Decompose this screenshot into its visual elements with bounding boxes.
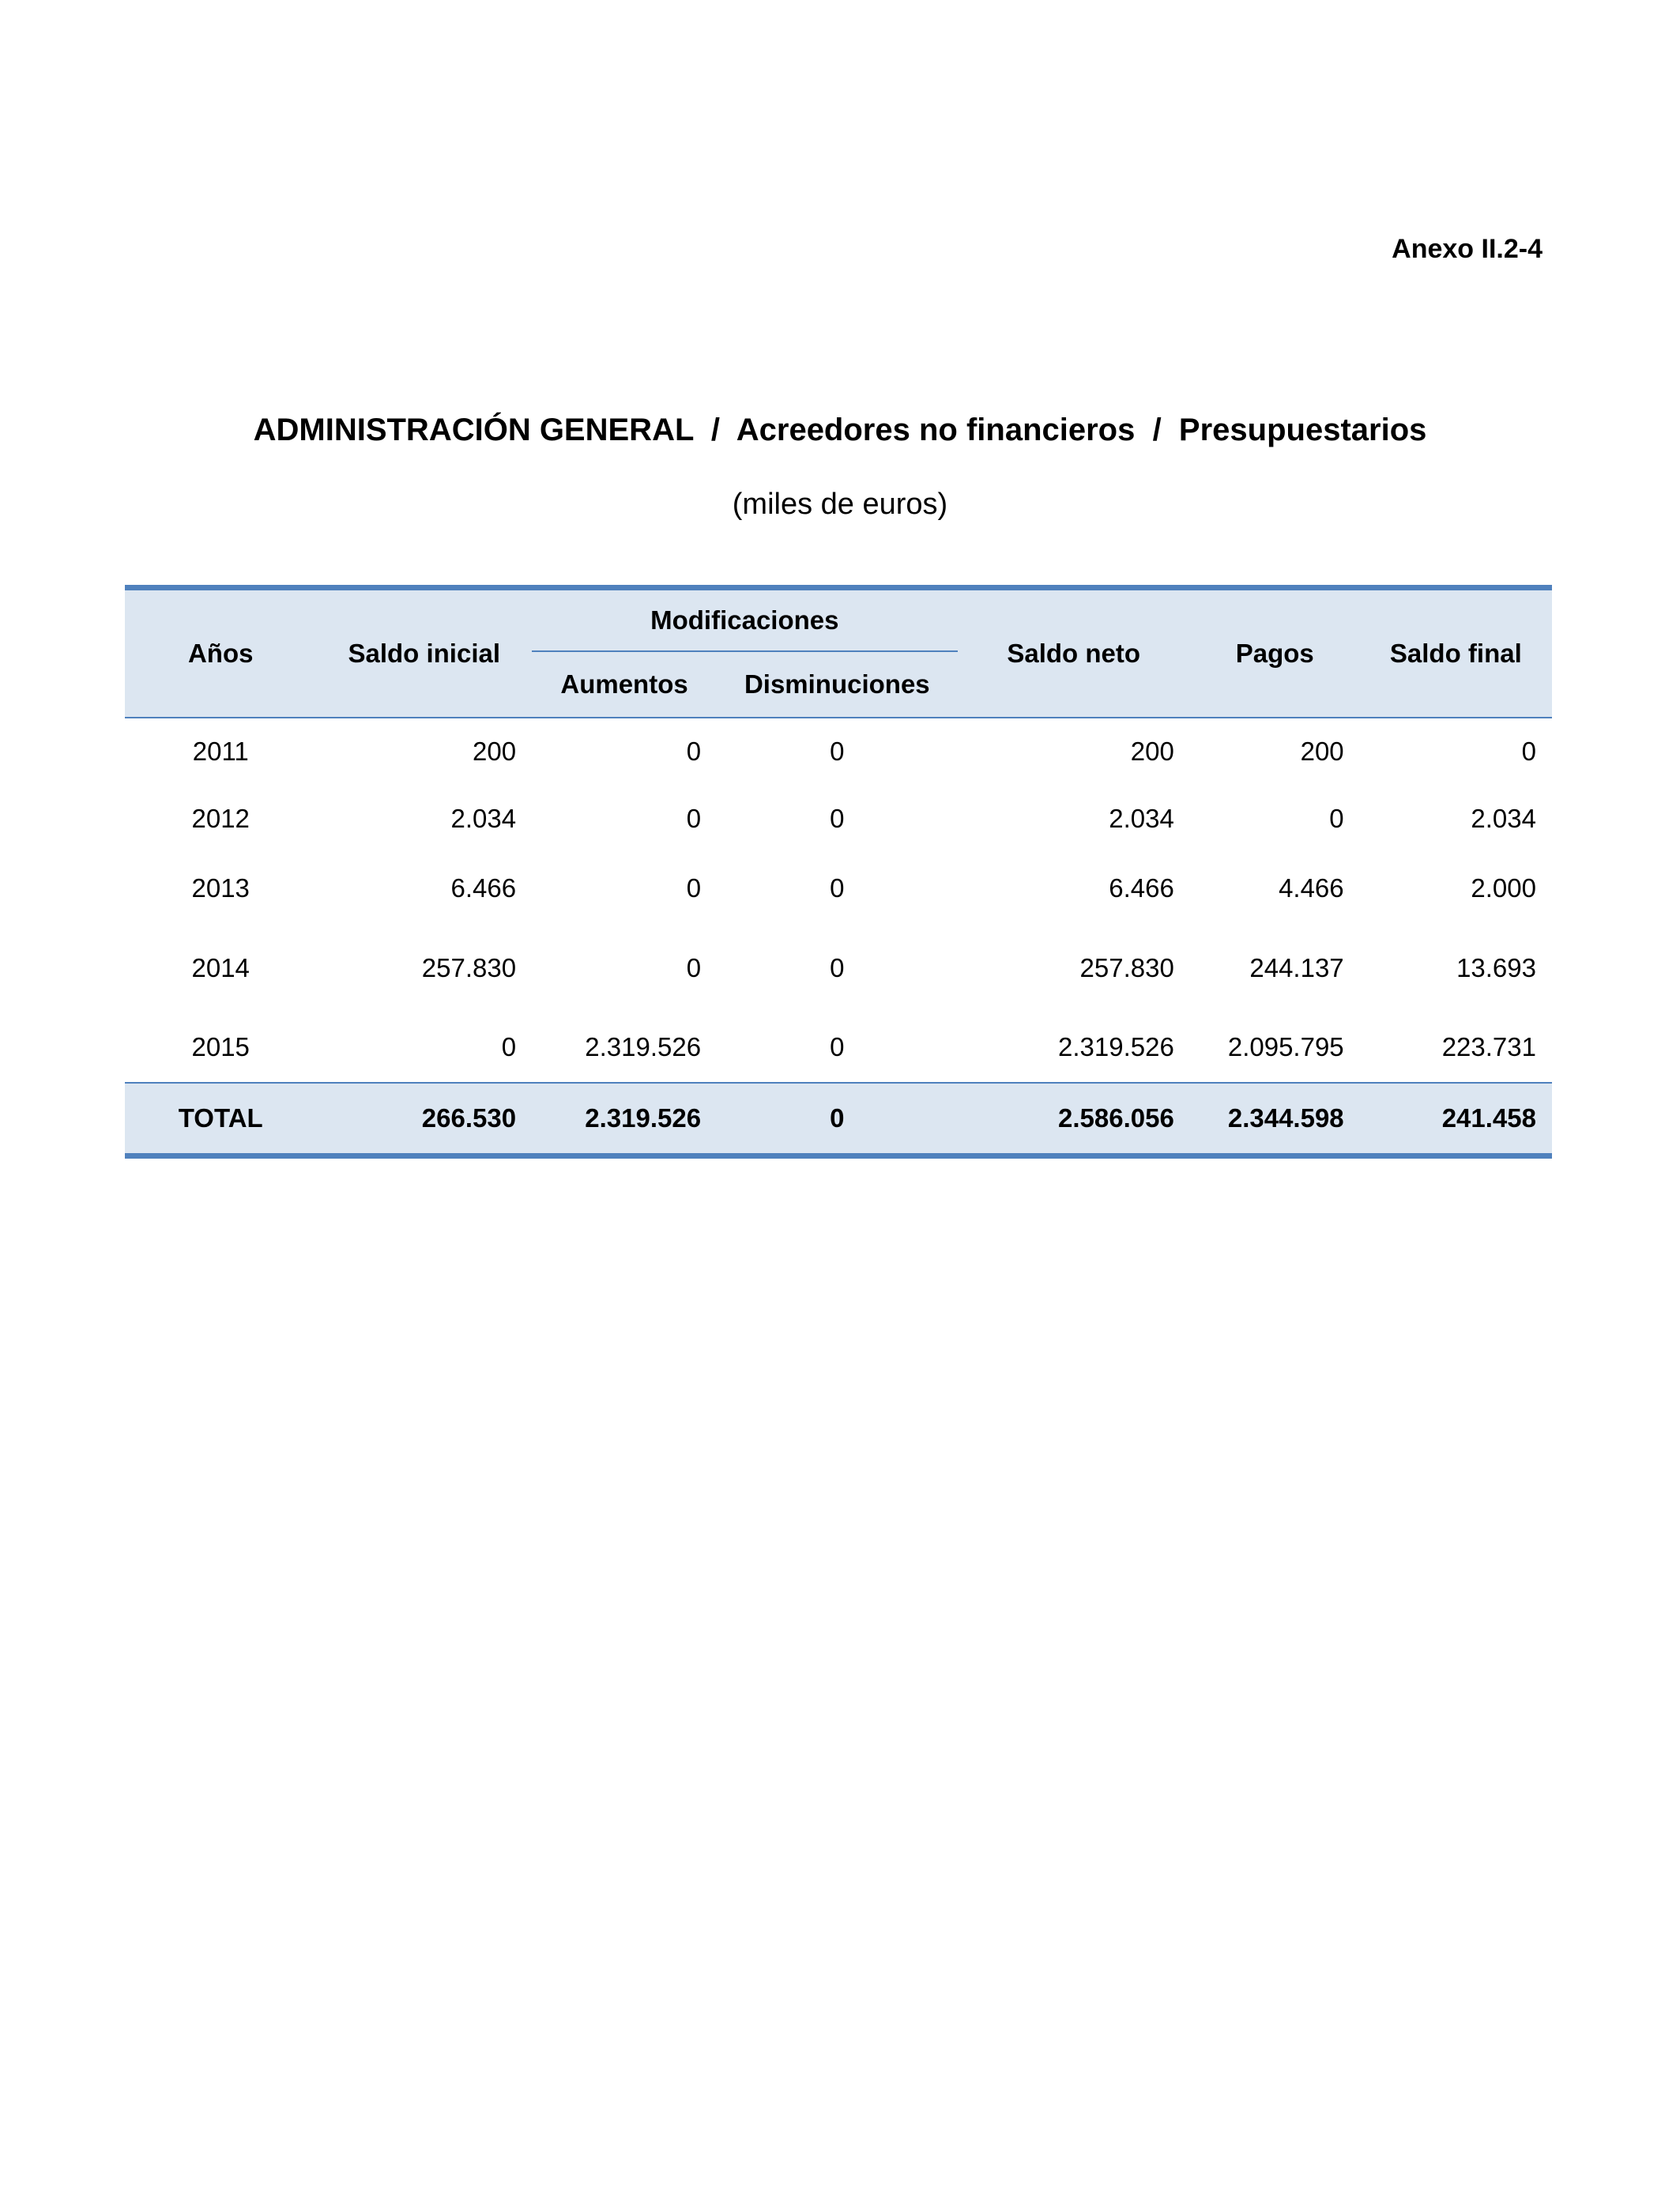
cell-saldo-final: 0 <box>1521 737 1536 766</box>
cell-pagos: 2.095.795 <box>1227 1032 1344 1061</box>
cell-anos: 2013 <box>191 873 250 903</box>
cell-aumentos: 0 <box>686 737 702 766</box>
page-title: ADMINISTRACIÓN GENERAL / Acreedores no financieros / Presupuestarios <box>253 413 1427 447</box>
cell-pagos: 200 <box>1300 737 1344 766</box>
cell-saldo-final: 13.693 <box>1456 953 1536 982</box>
header-saldo-neto: Saldo neto <box>958 588 1190 718</box>
creditors-table <box>125 585 1552 1159</box>
cell-anos: 2014 <box>191 953 250 982</box>
cell-pagos: 244.137 <box>1249 953 1344 982</box>
annex-label: Anexo II.2-4 <box>1392 234 1543 264</box>
page-subtitle: (miles de euros) <box>732 488 948 521</box>
header-aumentos: Aumentos <box>532 651 717 718</box>
total-label: TOTAL <box>125 1083 316 1156</box>
cell-anos: 2011 <box>192 737 249 766</box>
cell-anos: 2012 <box>191 804 250 833</box>
cell-saldo-neto: 2.319.526 <box>1058 1032 1174 1061</box>
cell-aumentos: 0 <box>686 873 702 903</box>
cell-aumentos: 0 <box>686 804 702 833</box>
cell-saldo-inicial: 6.466 <box>450 873 517 903</box>
cell-aumentos: 2.319.526 <box>585 1032 702 1061</box>
cell-saldo-neto: 6.466 <box>1109 873 1174 903</box>
total-saldo-final: 241.458 <box>1360 1083 1552 1156</box>
header-modificaciones: Modificaciones <box>532 588 958 652</box>
cell-saldo-neto: 200 <box>1130 737 1174 766</box>
cell-disminuciones: 0 <box>830 804 845 833</box>
total-saldo-inicial: 266.530 <box>316 1083 532 1156</box>
header-saldo-inicial: Saldo inicial <box>316 588 532 718</box>
cell-saldo-neto: 257.830 <box>1079 953 1174 982</box>
cell-aumentos: 0 <box>686 953 702 982</box>
table-row <box>125 718 1552 785</box>
table-row <box>125 853 1552 924</box>
cell-saldo-final: 223.731 <box>1441 1032 1536 1061</box>
table-row <box>125 924 1552 1012</box>
cell-disminuciones: 0 <box>830 737 845 766</box>
cell-saldo-final: 2.034 <box>1471 804 1536 833</box>
total-row <box>125 1083 1552 1156</box>
table-row <box>125 785 1552 853</box>
table-body <box>125 718 1552 1083</box>
table-footer <box>125 1083 1552 1156</box>
header-row-1 <box>125 588 1552 652</box>
cell-saldo-neto: 2.034 <box>1109 804 1174 833</box>
cell-anos: 2015 <box>191 1032 250 1061</box>
cell-saldo-inicial: 2.034 <box>450 804 517 833</box>
cell-pagos: 0 <box>1329 804 1344 833</box>
total-disminuciones: 0 <box>717 1083 958 1156</box>
header-saldo-final: Saldo final <box>1360 588 1552 718</box>
header-pagos: Pagos <box>1190 588 1360 718</box>
header-anos: Años <box>125 588 316 718</box>
cell-disminuciones: 0 <box>830 1032 845 1061</box>
total-aumentos: 2.319.526 <box>532 1083 717 1156</box>
cell-saldo-inicial: 200 <box>473 737 517 766</box>
total-pagos: 2.344.598 <box>1190 1083 1360 1156</box>
total-saldo-neto: 2.586.056 <box>958 1083 1190 1156</box>
cell-saldo-final: 2.000 <box>1471 873 1536 903</box>
cell-disminuciones: 0 <box>830 873 845 903</box>
cell-saldo-inicial: 0 <box>501 1032 517 1061</box>
header-disminuciones: Disminuciones <box>717 651 958 718</box>
table-header <box>125 588 1552 718</box>
table-row <box>125 1012 1552 1083</box>
cell-pagos: 4.466 <box>1279 873 1344 903</box>
cell-saldo-inicial: 257.830 <box>421 953 517 982</box>
cell-disminuciones: 0 <box>830 953 845 982</box>
